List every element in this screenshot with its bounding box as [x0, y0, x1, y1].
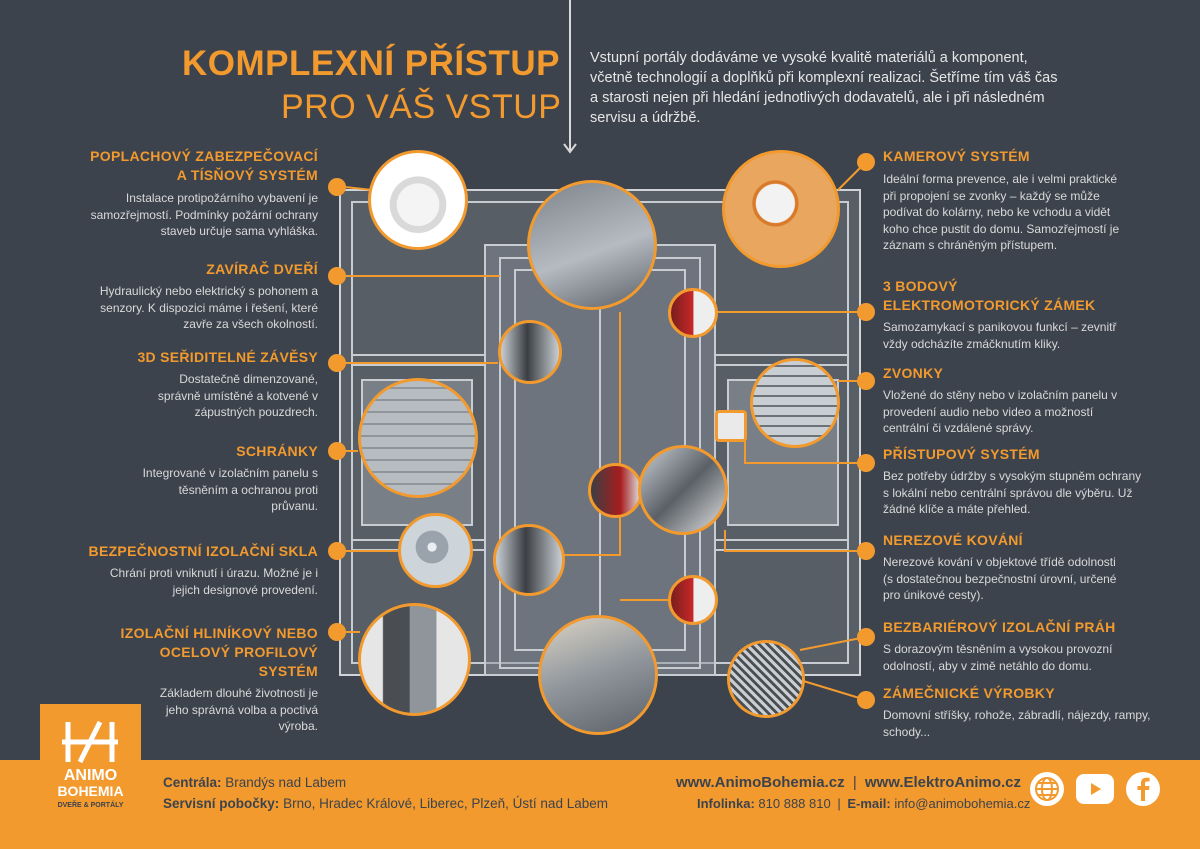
feature-desc: Vložené do stěny nebo v izolačním panelu v provedení audio nebo video a možností centrální či vzdálené správy. — [883, 388, 1118, 435]
email-value[interactable]: info@animobohemia.cz — [894, 796, 1031, 811]
feature-heading: BEZPEČNOSTNÍ IZOLAČNÍ SKLA — [88, 543, 318, 559]
feature-heading: POPLACHOVÝ ZABEZPEČOVACÍ A TÍSŇOVÝ SYSTÉM — [90, 148, 318, 183]
feature-hardware — [883, 531, 1123, 604]
marker-dot — [857, 372, 875, 390]
camera-image — [722, 150, 840, 268]
feature-lock — [883, 277, 1133, 352]
feature-heading: 3D SEŘIDITELNÉ ZÁVĚSY — [137, 349, 318, 365]
door-handle-image — [638, 445, 728, 535]
youtube-icon[interactable] — [1076, 774, 1114, 804]
feature-heading: 3 BODOVÝ ELEKTROMOTORICKÝ ZÁMEK — [883, 278, 1096, 313]
branches-label: Servisní pobočky: — [163, 796, 280, 811]
globe-icon[interactable] — [1030, 772, 1064, 806]
facebook-icon[interactable] — [1126, 772, 1160, 806]
marker-dot — [328, 267, 346, 285]
page-title: KOMPLEXNÍ PŘÍSTUP — [182, 44, 560, 83]
feature-heading: ZÁMEČNICKÉ VÝROBKY — [883, 685, 1055, 701]
contact-line — [697, 796, 1030, 811]
feature-camera — [883, 147, 1133, 254]
logo-line3: DVEŘE & PORTÁLY — [57, 802, 124, 809]
feature-threshold — [883, 618, 1153, 674]
feature-hinges — [78, 348, 318, 421]
marker-dot — [328, 178, 346, 196]
feature-heading: PŘÍSTUPOVÝ SYSTÉM — [883, 446, 1040, 462]
feature-desc: Bez potřeby údržby s vysokým stupněm ochrany s lokální nebo centrální správou dle výběru. Už žádné klíče a máte přehled. — [883, 469, 1142, 516]
feature-desc: Základem dlouhé životnosti je jeho správná volba a poctivá výroba. — [159, 686, 318, 733]
feature-desc: Chrání proti vniknutí i úrazu. Možné je i jejich designové provedení. — [109, 566, 318, 597]
logo-mark-icon — [40, 712, 141, 772]
threshold-image — [538, 615, 658, 735]
smoke-detector-image — [368, 150, 468, 250]
hotline-label: Infolinka: — [697, 796, 755, 811]
marker-dot — [857, 542, 875, 560]
feature-heading: IZOLAČNÍ HLINÍKOVÝ NEBO OCELOVÝ PROFILOVÝ SYSTÉM — [120, 625, 318, 679]
feature-desc: Integrované v izolačním panelu s těsněním a ochranou proti průvanu. — [142, 466, 318, 513]
feature-desc: Domovní stříšky, rohože, zábradlí, nájezdy, rampy, schody... — [883, 708, 1151, 739]
marker-dot — [857, 691, 875, 709]
page-subtitle: PRO VÁŠ VSTUP — [281, 88, 562, 126]
feature-heading: BEZBARIÉROVÝ IZOLAČNÍ PRÁH — [883, 619, 1116, 635]
marker-dot — [328, 623, 346, 641]
central-value: Brandýs nad Labem — [225, 775, 347, 790]
feature-desc: Nerezové kování v objektové třídě odolnosti (s dostatečnou bezpečnostní úrovní, určené pro únikové cesty). — [883, 555, 1117, 602]
service-branches — [163, 796, 608, 811]
profile-system-image — [358, 603, 471, 716]
email-label: E-mail: — [847, 796, 891, 811]
branches-value: Brno, Hradec Králové, Liberec, Plzeň, Ústí nad Labem — [283, 796, 608, 811]
feature-heading: SCHRÁNKY — [236, 443, 318, 459]
marker-dot — [328, 542, 346, 560]
websites — [676, 774, 1021, 791]
feature-heading: ZVONKY — [883, 365, 944, 381]
feature-locksmith — [883, 684, 1153, 740]
company-logo[interactable] — [40, 704, 141, 820]
grating-image — [727, 640, 805, 718]
feature-desc: Ideální forma prevence, ale i velmi praktické při propojení se zvonky – každý se může podívat do kolárny, nebo ke vchodu a vidět koho chce pustit do domu. Samozřejmostí je záznam s chráněným přístupem. — [883, 172, 1120, 252]
marker-dot — [328, 354, 346, 372]
doorbell-image — [750, 358, 840, 448]
hinge-bottom-image — [493, 524, 565, 596]
hotline-value[interactable]: 810 888 810 — [758, 796, 831, 811]
feature-desc: Samozamykací s panikovou funkcí – zevnitř vždy odcházíte zmáčknutím kliky. — [883, 320, 1117, 351]
separator: | — [837, 796, 841, 811]
hinge-image — [498, 320, 562, 384]
door-closer-image — [527, 180, 657, 310]
logo-line1: ANIMO — [63, 767, 118, 784]
feature-access — [883, 445, 1143, 518]
access-reader-image — [715, 410, 747, 442]
central-office — [163, 775, 346, 790]
feature-heading: KAMEROVÝ SYSTÉM — [883, 148, 1030, 164]
feature-desc: S dorazovým těsněním a vysokou provozní odolností, aby v zimě netáhlo do domu. — [883, 642, 1113, 673]
feature-glass — [78, 542, 318, 598]
feature-door-closer — [78, 260, 318, 333]
marker-dot — [857, 628, 875, 646]
door-handle-left-image — [588, 463, 643, 518]
feature-mailboxes — [78, 442, 318, 515]
feature-heading: ZAVÍRAČ DVEŘÍ — [206, 261, 318, 277]
intro-text: Vstupní portály dodáváme ve vysoké kvalitě materiálů a komponent, včetně technologií a doplňků při komplexní realizaci. Šetříme tím váš čas a starosti nejen při hledání jednotlivých dodavatelů, ale i při následném servisu a údržbě. — [590, 50, 1058, 126]
logo-line2: BOHEMIA — [57, 783, 124, 799]
central-label: Centrála: — [163, 775, 222, 790]
marker-dot — [857, 454, 875, 472]
website-link-elektroanimo[interactable]: www.ElektroAnimo.cz — [864, 774, 1022, 791]
marker-dot — [857, 153, 875, 171]
security-glass-image — [398, 513, 473, 588]
marker-dot — [328, 442, 346, 460]
lock-image — [668, 288, 718, 338]
feature-doorbells — [883, 364, 1133, 437]
separator: | — [852, 774, 857, 791]
feature-alarm — [78, 147, 318, 240]
lock-bottom-image — [668, 575, 718, 625]
feature-desc: Dostatečně dimenzované, správně umístěné a kotvené v zápustných pouzdrech. — [157, 372, 318, 419]
mailbox-image — [358, 378, 478, 498]
website-link-animobohemia[interactable]: www.AnimoBohemia.cz — [676, 774, 845, 791]
feature-desc: Hydraulický nebo elektrický s pohonem a senzory. K dispozici máme i řešení, které zavře za všech okolností. — [99, 284, 318, 331]
feature-desc: Instalace protipožárního vybavení je samozřejmostí. Podmínky požární ochrany staveb určuje sama vyhláška. — [90, 191, 318, 238]
feature-heading: NEREZOVÉ KOVÁNÍ — [883, 532, 1023, 548]
marker-dot — [857, 303, 875, 321]
